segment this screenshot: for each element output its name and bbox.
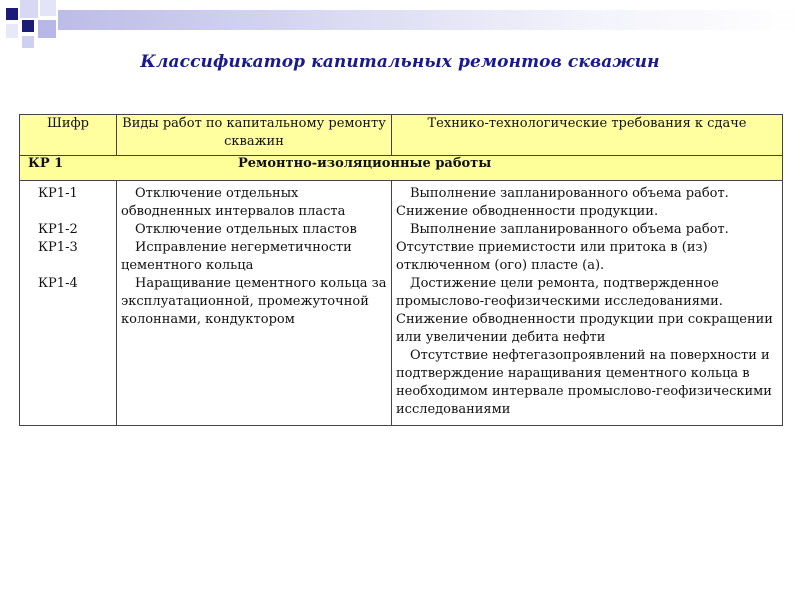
header-code: Шифр xyxy=(20,115,117,156)
deco-square xyxy=(38,20,56,38)
section-name: Ремонтно-изоляционные работы xyxy=(238,156,492,171)
requirement-item: Отсутствие нефтегазопроявлений на поверхности и подтверждение наращивания цементного кольца в необходимом интервале промыслово-геофизическими исследованиями xyxy=(396,348,772,417)
codes-cell xyxy=(20,181,117,426)
table-header-row xyxy=(20,115,783,156)
requirement-item: Выполнение запланированного объема работ. Снижение обводненности продукции. xyxy=(396,186,729,219)
deco-square xyxy=(6,24,18,38)
classifier-table xyxy=(19,114,783,426)
deco-square xyxy=(20,0,38,18)
deco-square xyxy=(6,8,18,20)
work-item: Отключение отдельных обводненных интервалов пласта xyxy=(121,186,346,219)
requirement-item: Достижение цели ремонта, подтвержденное промыслово-геофизическими исследованиями. Снижение обводненности продукции при сокращении или увеличении дебита нефти xyxy=(396,276,773,345)
code-item: КР1-1 xyxy=(38,186,78,201)
section-row xyxy=(20,156,783,181)
requirement-item: Выполнение запланированного объема работ. Отсутствие приемистости или притока в (из) отключенном (ого) пласте (а). xyxy=(396,222,729,273)
section-code: КР 1 xyxy=(28,156,64,171)
work-item: Наращивание цементного кольца за эксплуатационной, промежуточной колоннами, кондуктором xyxy=(121,276,387,327)
decorative-header-pattern xyxy=(0,0,800,50)
work-item: Исправление негерметичности цементного кольца xyxy=(121,240,352,273)
header-work-types: Виды работ по капитальному ремонту скважин xyxy=(117,115,392,156)
code-item: КР1-2 xyxy=(38,222,78,237)
section-cell xyxy=(20,156,783,181)
deco-square xyxy=(22,20,34,32)
code-item: КР1-4 xyxy=(38,276,78,291)
deco-square xyxy=(40,0,56,16)
requirements-cell xyxy=(392,181,783,426)
page-title: Классификатор капитальных ремонтов скважин xyxy=(140,52,660,72)
code-item: КР1-3 xyxy=(38,240,78,255)
header-requirements: Технико-технологические требования к сдаче xyxy=(392,115,783,156)
code-spacer xyxy=(24,257,112,275)
code-spacer xyxy=(24,203,112,221)
work-item: Отключение отдельных пластов xyxy=(135,222,357,237)
table-row xyxy=(20,181,783,426)
works-cell xyxy=(117,181,392,426)
deco-square xyxy=(22,36,34,48)
deco-gradient-band xyxy=(58,10,800,30)
